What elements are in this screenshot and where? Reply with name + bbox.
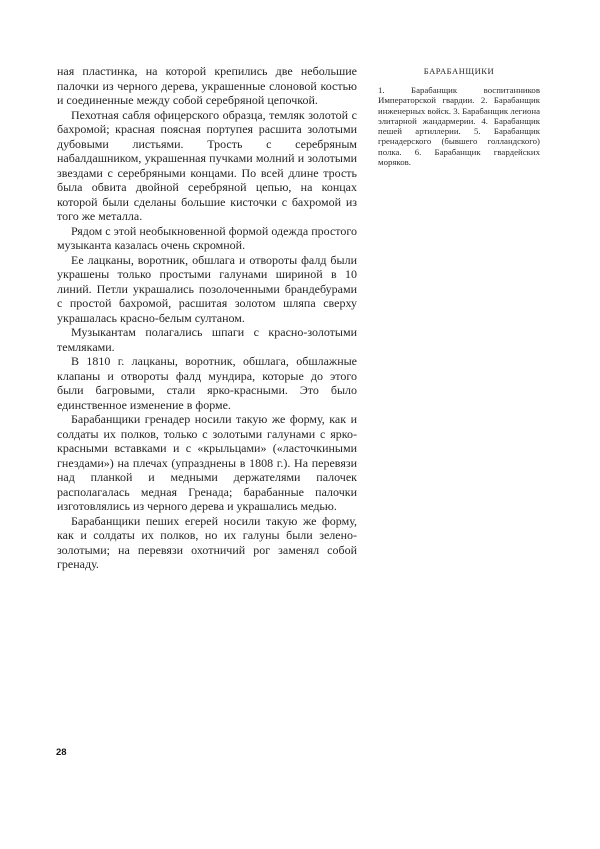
body-paragraph: ная пластинка, на которой крепились две небольшие палочки из черного дерева, украшенные слоновой костью и соединенные между собой серебряной цепочкой. bbox=[57, 64, 357, 107]
main-text-column bbox=[57, 64, 357, 572]
caption-text: 1. Барабанщик воспитанников Императорской гвардии. 2. Барабанщик инженерных войск. 3. Барабанщик легиона элитарной жандармерии. 4. Барабанщик пешей артиллерии. 5. Барабанщик гренадерского (бывшего голландского) полка. 6. Барабанщик гвардейских моряков. bbox=[378, 85, 541, 168]
body-paragraph: Барабанщики гренадер носили такую же форму, как и солдаты их полков, только с золотыми галунами с ярко-красными вставками и с «крыльцами» («ласточкиными гнездами») на плечах (упразднены в 1808 г.). На перевязи над планкой и медными держателями палочек располагалась медная Гренада; барабанные палочки изготовлялись из черного дерева и украшались медью. bbox=[57, 412, 357, 513]
page-number: 28 bbox=[56, 747, 67, 758]
body-paragraph: Барабанщики пеших егерей носили такую же форму, как и солдаты их полков, но их галуны были зелено-золотыми; на перевязи охотничий рог заменял собой гренаду. bbox=[57, 513, 357, 571]
body-paragraph: Ее лацканы, воротник, обшлага и отвороты фалд были украшены только простыми галунами шириной в 10 линий. Петли украшались позолоченными брандебурами с простой бахромой, расшитая золотом шляпа сверху украшалась красно-белым султаном. bbox=[57, 252, 357, 325]
body-paragraph: В 1810 г. лацканы, воротник, обшлага, обшлажные клапаны и отвороты фалд мундира, которые до этого были багровыми, стали ярко-красными. Это было единственное изменение в форме. bbox=[57, 354, 357, 412]
body-paragraph: Рядом с этой необыкновенной формой одежда простого музыканта казалась очень скромной. bbox=[57, 223, 357, 252]
caption-heading: БАРАБАНЩИКИ bbox=[423, 66, 495, 76]
caption-column bbox=[378, 66, 540, 167]
body-paragraph: Пехотная сабля офицерского образца, темляк золотой с бахромой; красная поясная портупея расшита золотыми дубовыми листьями. Трость с серебряным набалдашником, украшенная пучками молний и золотыми звездами с серебряными концами. По всей длине трость была обвита двойной серебряной цепью, на концах которой были сделаны большие кисточки с бахромой из того же металла. bbox=[57, 107, 357, 223]
body-paragraph: Музыкантам полагались шпаги с красно-золотыми темляками. bbox=[57, 325, 357, 354]
